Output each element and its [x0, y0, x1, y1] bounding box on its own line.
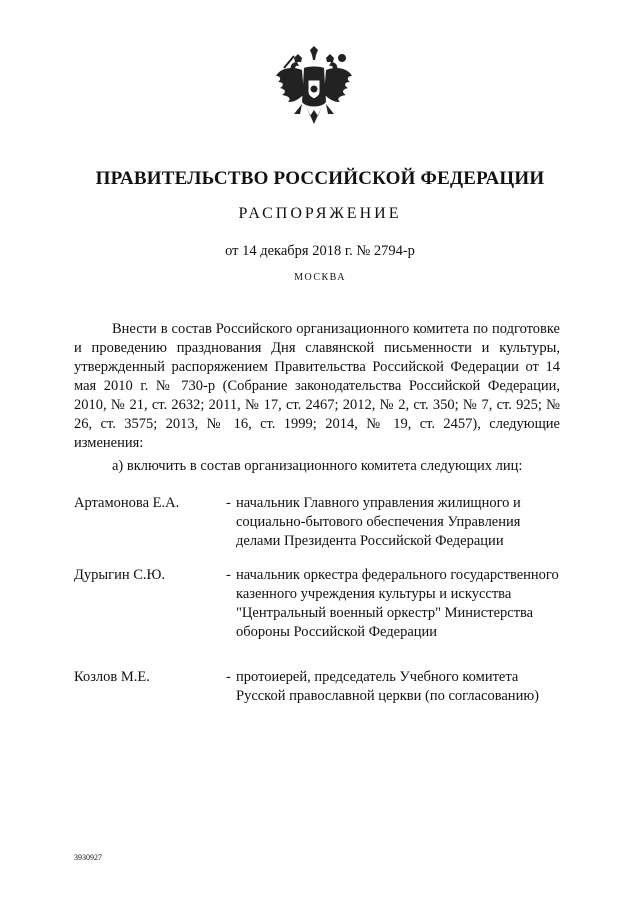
member-dash: -	[226, 567, 231, 583]
member-dash: -	[226, 495, 231, 511]
member-position: начальник Главного управления жилищного и социально-бытового обеспечения Управления делами Президента Российской Федерации	[236, 495, 521, 549]
member-dash: -	[226, 669, 231, 685]
double-headed-eagle-icon	[272, 46, 356, 144]
item-a: а) включить в состав организационного комитета следующих лиц:	[112, 458, 523, 474]
member-name: Артамонова Е.А.	[74, 495, 180, 511]
member-position: начальник оркестра федерального государственного казенного учреждения культуры и искусства "Центральный военный оркестр" Министерства обороны Российской Федерации	[236, 567, 559, 640]
member-name: Козлов М.Е.	[74, 669, 150, 685]
document-city: МОСКВА	[294, 272, 346, 283]
document-type: РАСПОРЯЖЕНИЕ	[238, 205, 402, 222]
document-id: 3930927	[74, 853, 102, 862]
government-title: ПРАВИТЕЛЬСТВО РОССИЙСКОЙ ФЕДЕРАЦИИ	[95, 168, 545, 189]
member-name: Дурыгин С.Ю.	[74, 567, 166, 583]
member-position: протоиерей, председатель Учебного комитета Русской православной церкви (по согласованию)	[236, 669, 539, 704]
document-date-number: от 14 декабря 2018 г. № 2794-р	[225, 243, 415, 259]
main-paragraph: Внести в состав Российского организационного комитета по подготовке и проведению празднования Дня славянской письменности и культуры, утвержденный распоряжением Правительства Российской Федерации от 14 мая 2010 г. № 730-р (Собрание законодательства Российской Федерации, 2010, № 21, ст. 2632; 2011, № 17, ст. 2467; 2012, № 2, ст. 350; № 7, ст. 925; № 26, ст. 3575; 2013, № 16, ст. 1999; 2014, № 19, ст. 2457), следующие изменения:	[74, 321, 560, 451]
